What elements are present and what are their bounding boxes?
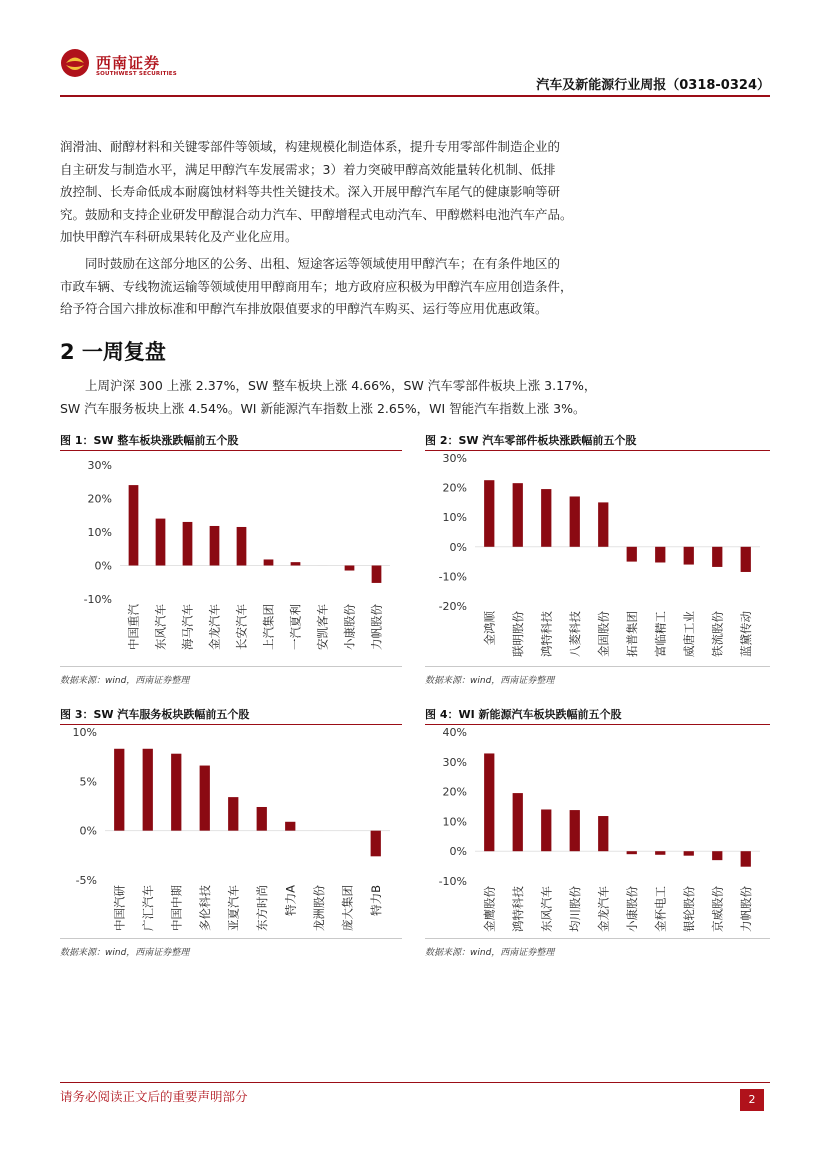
- company-logo-icon: [60, 48, 90, 78]
- y-tick-label: 10%: [442, 815, 467, 829]
- x-tick-label: 金鸿顺: [482, 611, 497, 646]
- x-tick-label: 金固股份: [596, 611, 611, 657]
- y-tick-label: 10%: [442, 511, 467, 525]
- bar: [114, 749, 124, 831]
- body-paragraph-2: [60, 253, 772, 321]
- figure-2-chart: [425, 452, 770, 666]
- bar: [627, 547, 637, 562]
- y-tick-label: 30%: [87, 459, 112, 472]
- x-tick-label: 京威股份: [710, 886, 725, 932]
- x-tick-label: 八菱科技: [567, 611, 582, 657]
- bar: [484, 753, 494, 851]
- bar: [183, 522, 193, 566]
- text-line: 上周沪深 300 上涨 2.37%，SW 整车板块上涨 4.66%，SW 汽车零部件板块上涨 3.17%，: [85, 378, 597, 393]
- x-tick-label: 金杯电工: [653, 886, 668, 932]
- figure-3-bottom-rule: [60, 938, 402, 939]
- y-tick-label: -10%: [438, 875, 467, 888]
- bar: [570, 810, 580, 851]
- y-tick-label: -20%: [438, 600, 467, 613]
- x-tick-label: 长安汽车: [234, 604, 249, 650]
- bar: [627, 851, 637, 854]
- y-tick-label: 0%: [94, 559, 112, 573]
- y-tick-label: 20%: [87, 492, 112, 506]
- y-tick-label: 0%: [449, 540, 467, 554]
- x-tick-label: 蓝黛传动: [738, 611, 753, 657]
- x-tick-label: 东风汽车: [153, 604, 168, 650]
- x-tick-label: 小康股份: [342, 604, 357, 650]
- bar: [372, 566, 382, 583]
- y-tick-label: 10%: [72, 726, 97, 739]
- y-tick-label: 5%: [79, 775, 97, 789]
- bar: [541, 489, 551, 547]
- x-tick-label: 一汽夏利: [288, 604, 303, 650]
- bar: [570, 496, 580, 546]
- x-tick-label: 特力A: [283, 885, 298, 916]
- x-tick-label: 中国汽研: [112, 885, 127, 931]
- y-tick-label: 0%: [449, 845, 467, 859]
- bar: [513, 483, 523, 547]
- x-tick-label: 均川股份: [567, 886, 582, 932]
- y-tick-label: 20%: [442, 785, 467, 799]
- body-paragraph-1: [60, 136, 772, 249]
- bar: [156, 519, 166, 566]
- text-line: 究。鼓励和支持企业研发甲醇混合动力汽车、甲醇增程式电动汽车、甲醇燃料电池汽车产品。: [60, 206, 573, 222]
- bar: [237, 527, 247, 566]
- figure-2-bottom-rule: [425, 666, 770, 667]
- x-tick-label: 海马汽车: [180, 604, 195, 650]
- x-tick-label: 金龙汽车: [596, 886, 611, 932]
- footer-disclaimer: 请务必阅读正文后的重要声明部分: [60, 1089, 248, 1104]
- x-tick-label: 金龙汽车: [207, 604, 222, 650]
- x-tick-label: 威唐工业: [681, 611, 696, 657]
- bar: [741, 851, 751, 866]
- figure-1-bottom-rule: [60, 666, 402, 667]
- bar: [655, 547, 665, 563]
- figure-1-title: 图 1：SW 整车板块涨跌幅前五个股: [60, 434, 239, 447]
- header-divider: [60, 95, 770, 97]
- bar: [210, 526, 220, 566]
- bar: [712, 851, 722, 860]
- x-tick-label: 小康股份: [624, 886, 639, 932]
- bar: [291, 562, 301, 565]
- x-tick-label: 铁流股份: [710, 611, 725, 657]
- logo-chinese-name: 西南证券: [96, 54, 161, 72]
- x-tick-label: 特力B: [368, 885, 383, 916]
- figure-2-top-rule: [425, 450, 770, 451]
- bar: [484, 480, 494, 547]
- figure-4-title: 图 4：WI 新能源汽车板块跌幅前五个股: [425, 708, 622, 721]
- bar: [143, 749, 153, 831]
- bar: [345, 566, 355, 571]
- x-tick-label: 广汇汽车: [140, 885, 155, 931]
- bar: [285, 822, 295, 831]
- x-tick-label: 力帆股份: [738, 886, 753, 932]
- figure-3-chart: [60, 726, 402, 938]
- x-tick-label: 庞大集团: [340, 885, 355, 931]
- text-line: 加快甲醇汽车科研成果转化及产业化应用。: [60, 229, 298, 244]
- x-tick-label: 中国重汽: [126, 604, 141, 650]
- figure-1-source: 数据来源：wind，西南证券整理: [60, 676, 190, 686]
- page-number: 2: [740, 1089, 764, 1111]
- x-tick-label: 龙洲股份: [311, 885, 326, 931]
- bar: [741, 547, 751, 572]
- x-tick-label: 鸿特科技: [539, 611, 554, 657]
- text-line: 同时鼓励在这部分地区的公务、出租、短途客运等领域使用甲醇汽车；在有条件地区的: [85, 256, 561, 271]
- figure-3-title: 图 3：SW 汽车服务板块跌幅前五个股: [60, 708, 250, 721]
- figure-4-chart: [425, 726, 770, 938]
- y-tick-label: -10%: [438, 570, 467, 584]
- bar: [513, 793, 523, 851]
- bar: [684, 851, 694, 855]
- figure-1-chart: [60, 452, 402, 666]
- x-tick-label: 中国中期: [169, 885, 184, 931]
- figure-4-top-rule: [425, 724, 770, 725]
- y-tick-label: -10%: [83, 593, 112, 606]
- x-tick-label: 联明股份: [510, 611, 525, 657]
- figure-1-top-rule: [60, 450, 402, 451]
- x-tick-label: 亚夏汽车: [226, 885, 241, 931]
- bar: [257, 807, 267, 831]
- figure-3-top-rule: [60, 724, 402, 725]
- bar: [171, 754, 181, 831]
- x-tick-label: 东风汽车: [539, 886, 554, 932]
- bar: [684, 547, 694, 565]
- y-tick-label: 30%: [442, 755, 467, 769]
- bar: [541, 809, 551, 851]
- y-tick-label: 0%: [79, 824, 97, 838]
- x-tick-label: 东方时尚: [254, 885, 269, 931]
- page-header: [60, 48, 770, 92]
- y-tick-label: -5%: [75, 874, 97, 887]
- x-tick-label: 拓普集团: [624, 611, 639, 657]
- figure-3-source: 数据来源：wind，西南证券整理: [60, 948, 190, 958]
- text-line: 市政车辆、专线物流运输等领域使用甲醇商用车；地方政府应积极为甲醇汽车应用创造条件，: [60, 278, 573, 294]
- text-line: 放控制、长寿命低成本耐腐蚀材料等共性关键技术。深入开展甲醇汽车尾气的健康影响等研: [60, 184, 561, 199]
- x-tick-label: 力帆股份: [369, 604, 384, 650]
- bar: [598, 502, 608, 546]
- x-tick-label: 银轮股份: [681, 886, 696, 932]
- figure-2-source: 数据来源：wind，西南证券整理: [425, 676, 555, 686]
- weekly-summary-paragraph: [60, 375, 772, 420]
- figure-4-bottom-rule: [425, 938, 770, 939]
- text-line: 润滑油、耐醇材料和关键零部件等领域，构建规模化制造体系，提升专用零部件制造企业的: [60, 139, 561, 154]
- x-tick-label: 富临精工: [653, 611, 668, 657]
- bar: [264, 559, 274, 565]
- report-title: 汽车及新能源行业周报（0318-0324）: [536, 78, 770, 93]
- text-line: 自主研发与制造水平，满足甲醇汽车发展需求；3）着力突破甲醇高效能量转化机制、低排: [60, 161, 556, 177]
- y-tick-label: 20%: [442, 481, 467, 495]
- x-tick-label: 鸿特科技: [510, 886, 525, 932]
- figure-4-source: 数据来源：wind，西南证券整理: [425, 948, 555, 958]
- bar: [200, 766, 210, 831]
- x-tick-label: 金鹰股份: [482, 886, 497, 932]
- y-tick-label: 40%: [442, 726, 467, 739]
- bar: [598, 816, 608, 851]
- bar: [371, 831, 381, 857]
- figure-2-title: 图 2：SW 汽车零部件板块涨跌幅前五个股: [425, 434, 637, 447]
- y-tick-label: 30%: [442, 452, 467, 465]
- bar: [228, 797, 238, 831]
- bar: [655, 851, 665, 855]
- x-tick-label: 多伦科技: [197, 885, 212, 931]
- text-line: 给予符合国六排放标准和甲醇汽车排放限值要求的甲醇汽车购买、运行等应用优惠政策。: [60, 301, 548, 316]
- bar: [129, 485, 139, 565]
- text-line: SW 汽车服务板块上涨 4.54%。WI 新能源汽车指数上涨 2.65%，WI 智能汽车指数上涨 3%。: [60, 400, 586, 416]
- y-tick-label: 10%: [87, 526, 112, 539]
- footer-divider: [60, 1082, 770, 1083]
- bar: [712, 547, 722, 567]
- logo-english-name: SOUTHWEST SECURITIES: [96, 71, 177, 77]
- x-tick-label: 安凯客车: [315, 604, 330, 650]
- x-tick-label: 上汽集团: [261, 604, 276, 650]
- section-title: 2 一周复盘: [60, 340, 166, 364]
